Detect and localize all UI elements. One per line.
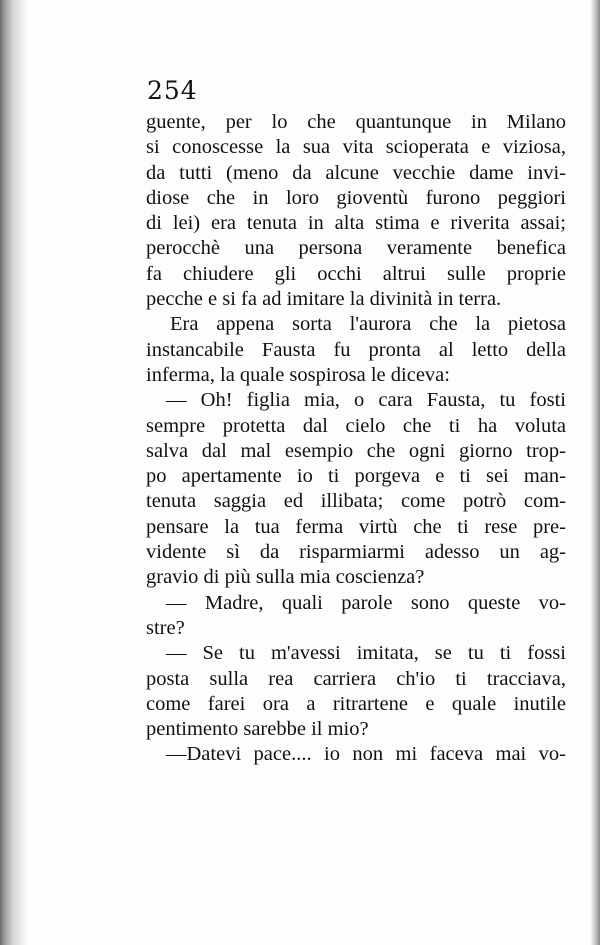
text-line: tenuta saggia ed illibata; come potrò com-	[146, 490, 566, 513]
text-line: guente, per lo che quantunque in Milano	[146, 111, 566, 133]
dialogue-line: — Se tu m'avessi imitata, se tu ti fossi	[166, 642, 566, 665]
text-line: vidente sì da risparmiarmi adesso un ag-	[146, 541, 566, 564]
dialogue-line: — Oh! figlia mia, o cara Fausta, tu fosti	[166, 389, 566, 412]
text-line: da tutti (meno da alcune vecchie dame invi-	[146, 161, 566, 184]
text-line: fa chiudere gli occhi altrui sulle proprie	[146, 262, 566, 285]
page-number: 254	[147, 76, 198, 105]
binding-gutter-shadow	[0, 0, 28, 945]
dialogue-line: —Datevi pace.... io non mi faceva mai vo-	[166, 743, 566, 766]
paragraph-start-line: Era appena sorta l'aurora che la pietosa	[170, 313, 566, 336]
text-line: pecche e si fa ad imitare la divinità in terra.	[146, 288, 502, 311]
text-line: inferma, la quale sospirosa le diceva:	[146, 363, 450, 386]
text-line: pensare la tua ferma virtù che ti rese pre-	[146, 515, 566, 538]
text-line: gravio di più sulla mia coscienza?	[146, 566, 425, 589]
text-line: diose che in loro gioventù furono peggiori	[146, 186, 566, 209]
body-text	[146, 110, 566, 768]
text-line: salva dal mal esempio che ogni giorno trop-	[146, 439, 566, 462]
dialogue-line: — Madre, quali parole sono queste vo-	[166, 591, 566, 614]
text-line: stre?	[146, 616, 185, 639]
page-edge-shadow	[590, 0, 600, 945]
text-line: di lei) era tenuta in alta stima e riverita assai;	[146, 212, 566, 235]
text-line: posta sulla rea carriera ch'io ti tracciava,	[146, 667, 566, 690]
text-line: si conoscesse la sua vita scioperata e viziosa,	[146, 136, 566, 159]
text-line: pentimento sarebbe il mio?	[146, 718, 369, 741]
text-line: come farei ora a ritrartene e quale inutile	[146, 692, 566, 715]
text-line: instancabile Fausta fu pronta al letto della	[146, 338, 566, 361]
text-line: perocchè una persona veramente benefica	[146, 237, 566, 260]
text-line: po apertamente io ti porgeva e ti sei man-	[146, 465, 566, 488]
text-line: sempre protetta dal cielo che ti ha voluta	[146, 414, 566, 437]
